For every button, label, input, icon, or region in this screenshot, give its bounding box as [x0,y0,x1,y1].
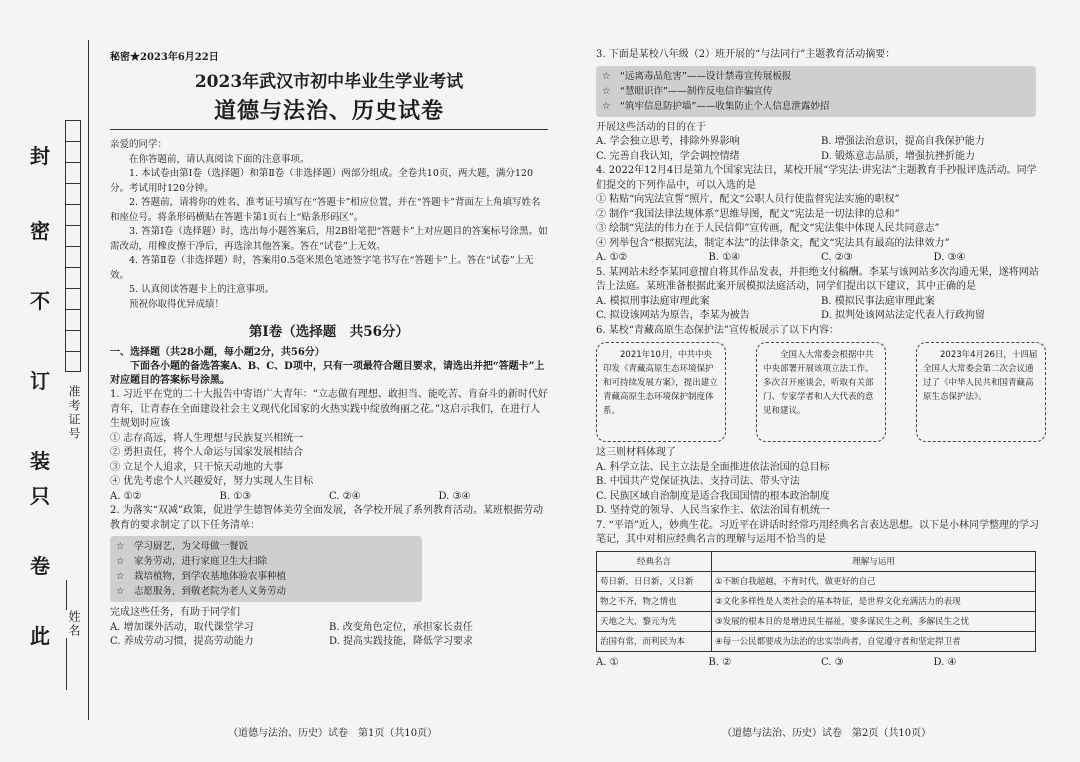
notice-item: 4. 答第Ⅱ卷（非选择题）时，答案用0.5毫米黑色笔迹签字笔书写在“答题卡”上。答在“试卷”上无效。 [110,255,534,281]
option-d[interactable]: D. ④ [933,656,957,668]
question-ask: 这三则材料体现了 [596,447,676,458]
option-d[interactable]: D. ③④ [438,490,471,502]
task-item: ☆ 学习厨艺，为父母做一餐饭 [116,541,249,552]
options [596,135,1046,164]
statement: ④ 优先考虑个人兴趣爱好，努力实现人生目标 [110,476,314,487]
greeting: 亲爱的同学： [110,139,168,150]
statement: ② 勇担责任，将个人命运与国家发展相结合 [110,447,304,458]
option-c[interactable]: C. ②③ [821,252,853,263]
table-row [597,611,1036,631]
option-d[interactable]: D. 坚持党的领导、人民当家作主、依法治国有机统一 [596,505,831,516]
seal-char: 卷 [30,554,50,578]
question-ask: 完成这些任务，有助于同学们 [110,607,240,618]
title-rule [110,129,548,130]
option-a[interactable]: A. ①② [596,252,628,263]
option-d[interactable]: D. 拟判处该网站法定代表人行政拘留 [821,310,986,321]
notice-item: 3. 答第Ⅰ卷（选择题）时，选出每小题答案后，用2B铅笔把“答题卡”上对应题目的答案标号涂黑。如需改动，用橡皮擦干净后，再选涂其他答案。答在“试卷”上无效。 [110,226,548,252]
candidate-number-label: 准考证号 [67,385,81,441]
question-7 [596,519,1046,671]
section-instruction: 下面各小题的备选答案A、B、C、D项中，只有一项最符合题目要求，请选出并把“答题卡”上对应题目的答案标号涂黑。 [110,361,545,386]
binding-margin [0,40,92,730]
statement: ① 粘贴“向宪法宣誓”照片，配文“公职人员行使监督宪法实施的职权” [596,194,900,205]
option-b[interactable]: B. ①④ [708,252,741,263]
options [110,490,548,505]
option-c[interactable]: C. 民族区域自治制度是适合我国国情的根本政治制度 [596,490,830,502]
option-a[interactable]: A. 增加课外活动，取代课堂学习 [110,621,254,633]
table-cell: 治国有常，而利民为本 [597,631,712,651]
table-cell: ④每一公民都要成为法治的忠实崇尚者，自觉遵守者和坚定捍卫者 [712,631,1036,651]
table-cell: 天地之大，黎元为先 [597,611,712,631]
seal-char: 订 [30,369,50,393]
option-c[interactable]: C. ②④ [329,490,361,502]
name-label: 姓名 [67,610,81,638]
option-b[interactable]: B. 改变角色定位，承担家长责任 [329,621,473,633]
question-1 [110,388,548,504]
question-stem: 3. 下面是某校八年级（2）班开展的“与法同行”主题教育活动摘要： [596,49,896,60]
option-b[interactable]: B. ①③ [219,490,252,502]
option-a[interactable]: A. ①② [110,490,142,502]
statement: ② 制作“我国法律法规体系”思维导图，配文“宪法是一切法律的总和” [596,208,900,220]
statement: ③ 立足个人追求，只干惊天动地的大事 [110,461,284,473]
page-left [110,48,548,650]
option-b[interactable]: B. 中国共产党保证执法、支持司法、带头守法 [596,476,800,487]
option-c[interactable]: C. 拟设该网站为原告，李某为被告 [596,310,750,321]
seal-char: 装 [30,449,50,473]
question-4 [596,164,1046,266]
option-b[interactable]: B. 增强法治意识，提高自我保护能力 [821,136,985,147]
exam-title: 2023年武汉市初中毕业生学业考试 [194,72,464,92]
candidate-number-boxes [65,120,81,372]
option-b[interactable]: B. ② [708,656,732,668]
seal-char: 不 [30,289,50,313]
option-a[interactable]: A. ① [596,656,619,668]
question-stem: 5. 某网站未经李某同意擅自将其作品发表，并拒绝支付稿酬。李某与该网站多次沟通无果，遂将网站告上法庭。某班准备根据此案开展模拟法庭活动，同学们提出以下建议，其中正确的是 [596,266,1039,292]
secret-mark: 秘密★2023年6月22日 [110,52,219,63]
question-stem: 1. 习近平在党的二十大报告中寄语广大青年：“立志做有理想、敢担当、能吃苦、肯奋斗的新时代好青年，让青春在全面建设社会主义现代化国家的火热实践中绽放绚丽之花。”这启示我们，在进行人生规划时应该 [110,389,548,429]
task-item: ☆ 志愿服务，到敬老院为老人义务劳动 [116,586,287,597]
table-cell: ②文化多样性是人类社会的基本特征，是世界文化充满活力的表现 [712,591,1036,611]
part1-title: 第Ⅰ卷（选择题 共56分） [248,324,410,340]
activity-item: ☆ “远离毒品危害”——设计禁毒宣传展板报 [602,70,792,82]
question-stem: 7. “平语”近人，妙典生花。习近平在讲话时经常巧用经典名言表达思想。以下是小林同学整理的学习笔记，其中对相应经典名言的理解与运用不恰当的是 [596,519,1039,545]
activity-item: ☆ “筑牢信息防护墙”——收集防止个人信息泄露妙招 [602,100,830,112]
binding-line [88,40,89,720]
material-card: 全国人大常委会根据中共中央部署开展该项立法工作。多次召开座谈会，听取有关部门、专家学者和人大代表的意见和建议。 [756,342,886,442]
option-c[interactable]: C. ③ [821,656,844,668]
option-c[interactable]: C. 完善自我认知，学会调控情绪 [596,150,740,162]
options [596,656,1046,671]
table-header: 理解与运用 [712,551,1036,571]
paper-title: 道德与法治、历史试卷 [213,98,444,124]
footer-right: （道德与法治、历史）试卷 第2页（共10页） [722,728,932,739]
question-2 [110,504,548,650]
option-d[interactable]: D. 锻炼意志品质，增强抗挫折能力 [821,150,976,162]
options [110,621,548,650]
notice-item: 2. 答题前，请将你的姓名、准考证号填写在“答题卡”相应位置，并在“答题卡”背面左上角填写姓名和座位号。将条形码横贴在答题卡第1页右上“贴条形码区”。 [110,197,541,223]
seal-char: 密 [30,219,50,243]
seal-char: 只 [30,484,50,508]
option-c[interactable]: C. 养成劳动习惯，提高劳动能力 [110,636,254,647]
options [596,251,1046,266]
section-head: 一、选择题（共28小题，每小题2分，共56分） [110,347,325,358]
task-list [110,536,422,602]
options [596,295,1046,324]
activity-list [596,66,1036,117]
sayings-table [596,551,1036,652]
table-row [597,631,1036,651]
notice-intro: 在你答题前，请认真阅读下面的注意事项。 [129,153,310,165]
question-ask: 开展这些活动的目的在于 [596,121,706,133]
table-cell: 苟日新，日日新，又日新 [597,571,712,591]
option-d[interactable]: D. ③④ [933,252,966,263]
option-a[interactable]: A. 科学立法、民主立法是全面推进依法治国的总目标 [596,461,830,473]
table-cell: ③发展的根本目的是增进民生福祉，要多谋民生之利，多解民生之忧 [712,611,1036,631]
option-a[interactable]: A. 学会独立思考，排除外界影响 [596,136,740,147]
question-6 [596,324,1046,519]
notice-block [110,138,548,312]
page-right [596,48,1046,670]
statement: ③ 绘制“宪法的伟力在于人民信仰”宣传画，配文“宪法集中体现人民共同意志” [596,223,940,234]
table-cell: ①不断自我超越，不育时代，做更好的自己 [712,571,1036,591]
table-cell: 物之不齐，物之情也 [597,591,712,611]
option-a[interactable]: A. 模拟刑事法庭审理此案 [596,295,710,307]
task-item: ☆ 栽培植物，到学农基地体验农事种植 [116,571,287,582]
task-item: ☆ 家务劳动，进行家庭卫生大扫除 [116,556,268,567]
material-cards [596,342,1046,442]
notice-item: 5. 认真阅读答题卡上的注意事项。 [129,284,275,295]
seal-char: 封 [30,144,50,168]
question-stem: 2. 为落实“双减”政策，促进学生德智体美劳全面发展，各学校开展了系列教育活动。某班根据劳动教育的要求制定了以下任务清单： [110,505,543,531]
option-d[interactable]: D. 提高实践技能，降低学习要求 [329,636,474,647]
question-3 [596,48,1046,164]
footer-left: （道德与法治、历史）试卷 第1页（共10页） [228,728,438,739]
material-card: 2023年4月26日，十四届全国人大常委会第二次会议通过了《中华人民共和国青藏高原生态保护法》。 [916,342,1046,442]
material-card: 2021年10月，中共中央印发《青藏高原生态环境保护和可持续发展方案》，提出建立青藏高原生态环境保护制度体系。 [596,342,726,442]
seal-char: 此 [30,624,50,648]
notice-item: 1. 本试卷由第Ⅰ卷（选择题）和第Ⅱ卷（非选择题）两部分组成。全卷共10页，两大题，满分120分。考试用时120分钟。 [110,168,534,194]
statement: ① 志存高远，将人生理想与民族复兴相统一 [110,432,304,444]
statement: ④ 列举包含“根据宪法，制定本法”的法律条文，配文“宪法具有最高的法律效力” [596,237,950,249]
question-stem: 6. 某校“青藏高原生态保护法”宣传板展示了以下内容： [596,324,839,336]
table-row [597,571,1036,591]
question-5 [596,266,1046,324]
question-stem: 4. 2022年12月4日是第九个国家宪法日，某校开展“学宪法·讲宪法”主题教育手抄报评选活动。同学们提交的下列作品中，可以入选的是 [596,165,1037,191]
option-b[interactable]: B. 模拟民事法庭审理此案 [821,295,935,307]
notice-wish: 预祝你取得优异成绩！ [129,298,225,310]
activity-item: ☆ “慧眼识诈”——制作反电信诈骗宣传 [602,85,773,97]
table-row [597,591,1036,611]
table-header: 经典名言 [597,551,712,571]
